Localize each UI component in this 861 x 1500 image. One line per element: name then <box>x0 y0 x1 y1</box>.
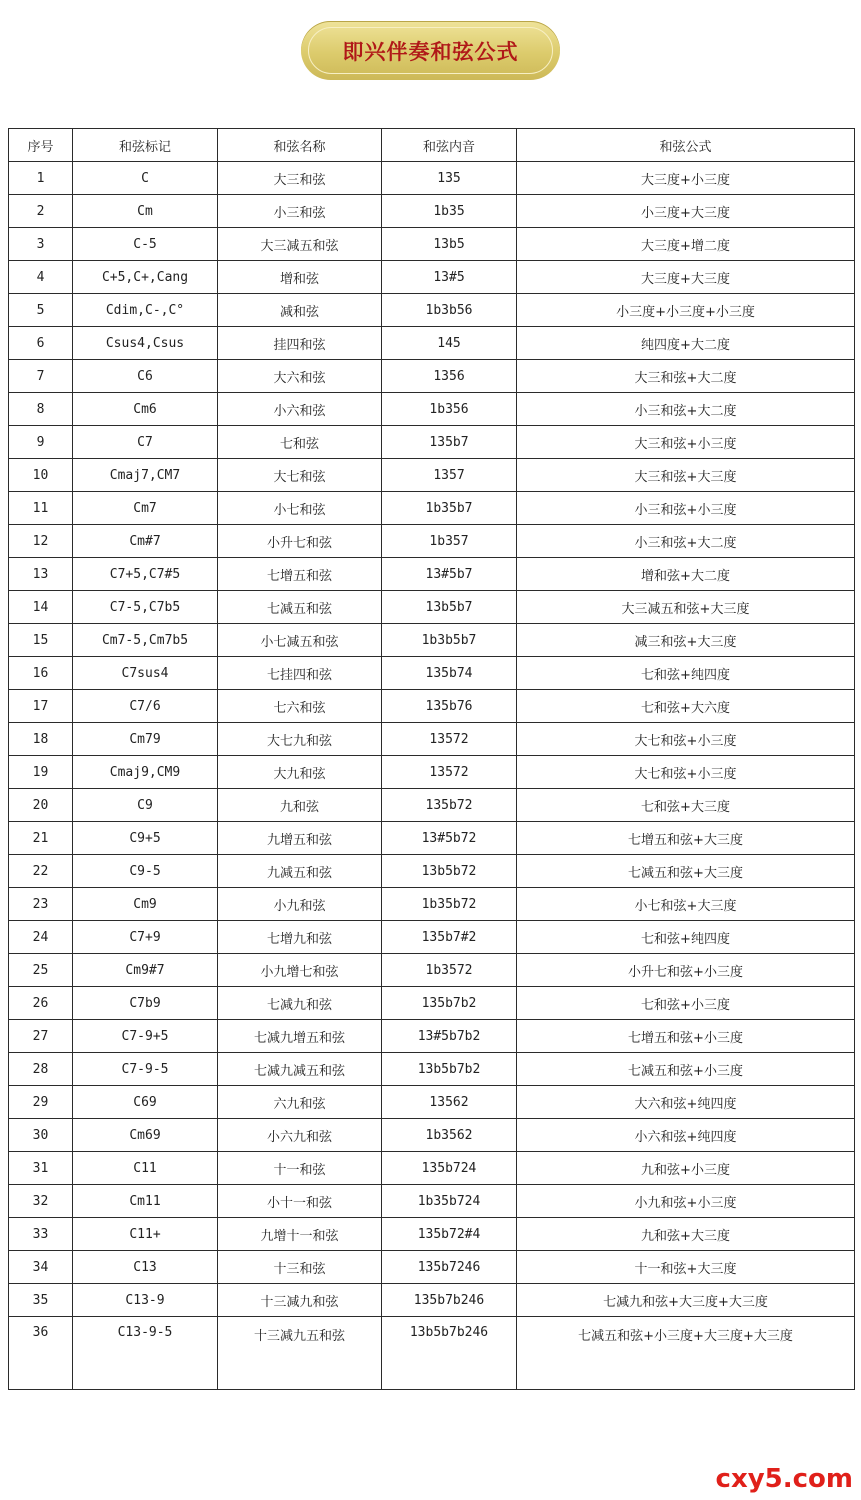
cell-chord-symbol: Cm11 <box>73 1185 218 1218</box>
header-chord-formula: 和弦公式 <box>517 129 855 162</box>
cell-index: 9 <box>9 426 73 459</box>
header-chord-name: 和弦名称 <box>218 129 382 162</box>
cell-chord-tones: 135b724 <box>382 1152 517 1185</box>
cell-chord-formula: 大三和弦+大二度 <box>517 360 855 393</box>
cell-chord-name: 大九和弦 <box>218 756 382 789</box>
cell-chord-name: 小七和弦 <box>218 492 382 525</box>
cell-index: 19 <box>9 756 73 789</box>
cell-index: 13 <box>9 558 73 591</box>
cell-index: 33 <box>9 1218 73 1251</box>
cell-chord-name: 七减九减五和弦 <box>218 1053 382 1086</box>
cell-chord-symbol: Cmaj7,CM7 <box>73 459 218 492</box>
table-row <box>9 723 855 756</box>
cell-chord-tones: 135b76 <box>382 690 517 723</box>
cell-chord-formula: 大三度+大三度 <box>517 261 855 294</box>
cell-chord-formula: 大六和弦+纯四度 <box>517 1086 855 1119</box>
cell-chord-tones: 13#5 <box>382 261 517 294</box>
cell-chord-name: 小升七和弦 <box>218 525 382 558</box>
cell-chord-formula: 大三和弦+小三度 <box>517 426 855 459</box>
cell-chord-name: 减和弦 <box>218 294 382 327</box>
cell-chord-name: 七增五和弦 <box>218 558 382 591</box>
cell-chord-tones: 13562 <box>382 1086 517 1119</box>
cell-chord-name: 小六和弦 <box>218 393 382 426</box>
cell-chord-tones: 1b3b56 <box>382 294 517 327</box>
table-row <box>9 822 855 855</box>
cell-index: 25 <box>9 954 73 987</box>
cell-chord-symbol: Cm7-5,Cm7b5 <box>73 624 218 657</box>
table-row <box>9 426 855 459</box>
cell-chord-tones: 13572 <box>382 723 517 756</box>
cell-chord-tones: 135b7#2 <box>382 921 517 954</box>
cell-chord-tones: 1b357 <box>382 525 517 558</box>
cell-chord-formula: 七增五和弦+大三度 <box>517 822 855 855</box>
cell-chord-symbol: C9+5 <box>73 822 218 855</box>
table-row <box>9 1251 855 1284</box>
cell-chord-name: 小十一和弦 <box>218 1185 382 1218</box>
cell-chord-symbol: C <box>73 162 218 195</box>
cell-chord-formula: 七和弦+小三度 <box>517 987 855 1020</box>
table-row <box>9 624 855 657</box>
cell-chord-tones: 1b3b5b7 <box>382 624 517 657</box>
cell-chord-symbol: C9 <box>73 789 218 822</box>
table-row <box>9 789 855 822</box>
cell-chord-formula: 九和弦+小三度 <box>517 1152 855 1185</box>
cell-chord-name: 增和弦 <box>218 261 382 294</box>
cell-chord-symbol: C7/6 <box>73 690 218 723</box>
table-row <box>9 261 855 294</box>
cell-chord-symbol: C7sus4 <box>73 657 218 690</box>
table-row <box>9 459 855 492</box>
table-row <box>9 1086 855 1119</box>
cell-chord-formula: 减三和弦+大三度 <box>517 624 855 657</box>
cell-chord-tones: 13572 <box>382 756 517 789</box>
table-row <box>9 327 855 360</box>
table-row <box>9 525 855 558</box>
header-chord-tones: 和弦内音 <box>382 129 517 162</box>
table-row <box>9 1284 855 1317</box>
cell-chord-formula: 大三度+增二度 <box>517 228 855 261</box>
cell-chord-tones: 13b5b7b2 <box>382 1053 517 1086</box>
chord-formula-table <box>8 128 855 1390</box>
cell-chord-name: 挂四和弦 <box>218 327 382 360</box>
cell-index: 16 <box>9 657 73 690</box>
cell-chord-symbol: C7-9+5 <box>73 1020 218 1053</box>
cell-chord-symbol: C13-9 <box>73 1284 218 1317</box>
table-row <box>9 1020 855 1053</box>
cell-chord-tones: 135b7 <box>382 426 517 459</box>
cell-index: 12 <box>9 525 73 558</box>
table-row <box>9 1053 855 1086</box>
cell-chord-name: 六九和弦 <box>218 1086 382 1119</box>
cell-chord-name: 七减五和弦 <box>218 591 382 624</box>
cell-chord-tones: 1b356 <box>382 393 517 426</box>
cell-index: 5 <box>9 294 73 327</box>
cell-chord-tones: 135b7b2 <box>382 987 517 1020</box>
cell-chord-symbol: C13 <box>73 1251 218 1284</box>
cell-chord-formula: 十一和弦+大三度 <box>517 1251 855 1284</box>
cell-chord-symbol: Cm#7 <box>73 525 218 558</box>
title-badge-inner <box>308 27 553 74</box>
cell-chord-formula: 大三减五和弦+大三度 <box>517 591 855 624</box>
cell-chord-name: 大六和弦 <box>218 360 382 393</box>
cell-chord-name: 小九增七和弦 <box>218 954 382 987</box>
cell-index: 2 <box>9 195 73 228</box>
header-chord-symbol: 和弦标记 <box>73 129 218 162</box>
cell-chord-formula: 纯四度+大二度 <box>517 327 855 360</box>
cell-chord-tones: 1356 <box>382 360 517 393</box>
cell-chord-formula: 七和弦+纯四度 <box>517 657 855 690</box>
cell-index: 10 <box>9 459 73 492</box>
cell-chord-tones: 13b5b7 <box>382 591 517 624</box>
cell-chord-name: 十一和弦 <box>218 1152 382 1185</box>
cell-chord-formula: 小六和弦+纯四度 <box>517 1119 855 1152</box>
cell-chord-symbol: C7-9-5 <box>73 1053 218 1086</box>
cell-chord-formula: 大七和弦+小三度 <box>517 723 855 756</box>
cell-chord-symbol: Csus4,Csus <box>73 327 218 360</box>
cell-chord-tones: 135b72#4 <box>382 1218 517 1251</box>
cell-index: 24 <box>9 921 73 954</box>
header-index: 序号 <box>9 129 73 162</box>
cell-chord-symbol: Cm79 <box>73 723 218 756</box>
cell-index: 31 <box>9 1152 73 1185</box>
table-row <box>9 987 855 1020</box>
cell-index: 18 <box>9 723 73 756</box>
cell-chord-tones: 135b7246 <box>382 1251 517 1284</box>
cell-chord-name: 七减九和弦 <box>218 987 382 1020</box>
cell-chord-tones: 1b3562 <box>382 1119 517 1152</box>
cell-chord-formula: 七和弦+大三度 <box>517 789 855 822</box>
cell-chord-formula: 七减五和弦+小三度 <box>517 1053 855 1086</box>
cell-chord-name: 小七减五和弦 <box>218 624 382 657</box>
cell-chord-formula: 七增五和弦+小三度 <box>517 1020 855 1053</box>
cell-chord-symbol: C11 <box>73 1152 218 1185</box>
cell-index: 34 <box>9 1251 73 1284</box>
cell-chord-symbol: C13-9-5 <box>73 1317 218 1390</box>
cell-chord-name: 七和弦 <box>218 426 382 459</box>
cell-chord-tones: 145 <box>382 327 517 360</box>
table-row <box>9 162 855 195</box>
table-row <box>9 1119 855 1152</box>
table-body <box>9 162 855 1390</box>
cell-chord-symbol: C7+9 <box>73 921 218 954</box>
cell-chord-tones: 13b5b7b246 <box>382 1317 517 1390</box>
cell-index: 23 <box>9 888 73 921</box>
table-row <box>9 921 855 954</box>
cell-index: 36 <box>9 1317 73 1390</box>
table-row <box>9 228 855 261</box>
cell-chord-symbol: Cm7 <box>73 492 218 525</box>
table-row <box>9 195 855 228</box>
cell-chord-formula: 七减九和弦+大三度+大三度 <box>517 1284 855 1317</box>
table-row <box>9 393 855 426</box>
cell-chord-symbol: Cm9#7 <box>73 954 218 987</box>
cell-index: 27 <box>9 1020 73 1053</box>
table-row <box>9 1317 855 1390</box>
title-badge <box>301 21 560 80</box>
cell-chord-tones: 135b72 <box>382 789 517 822</box>
cell-index: 35 <box>9 1284 73 1317</box>
cell-chord-symbol: C69 <box>73 1086 218 1119</box>
cell-chord-name: 十三减九五和弦 <box>218 1317 382 1390</box>
cell-index: 11 <box>9 492 73 525</box>
cell-chord-tones: 1357 <box>382 459 517 492</box>
cell-index: 20 <box>9 789 73 822</box>
table-row <box>9 690 855 723</box>
cell-chord-tones: 13#5b7 <box>382 558 517 591</box>
cell-chord-symbol: Cm6 <box>73 393 218 426</box>
table-row <box>9 294 855 327</box>
table-row <box>9 1185 855 1218</box>
cell-chord-symbol: C6 <box>73 360 218 393</box>
cell-chord-tones: 1b35b724 <box>382 1185 517 1218</box>
cell-chord-tones: 1b35 <box>382 195 517 228</box>
cell-chord-name: 七减九增五和弦 <box>218 1020 382 1053</box>
cell-index: 30 <box>9 1119 73 1152</box>
cell-chord-formula: 七减五和弦+小三度+大三度+大三度 <box>517 1317 855 1390</box>
cell-chord-symbol: C11+ <box>73 1218 218 1251</box>
cell-chord-symbol: Cmaj9,CM9 <box>73 756 218 789</box>
table-row <box>9 954 855 987</box>
cell-chord-symbol: C+5,C+,Cang <box>73 261 218 294</box>
cell-index: 6 <box>9 327 73 360</box>
cell-index: 29 <box>9 1086 73 1119</box>
cell-chord-name: 七六和弦 <box>218 690 382 723</box>
cell-chord-formula: 七和弦+纯四度 <box>517 921 855 954</box>
cell-index: 14 <box>9 591 73 624</box>
cell-chord-name: 七增九和弦 <box>218 921 382 954</box>
table-row <box>9 888 855 921</box>
cell-index: 15 <box>9 624 73 657</box>
cell-chord-formula: 小三和弦+大二度 <box>517 393 855 426</box>
cell-chord-name: 大三减五和弦 <box>218 228 382 261</box>
cell-chord-formula: 七和弦+大六度 <box>517 690 855 723</box>
cell-index: 1 <box>9 162 73 195</box>
cell-chord-formula: 小九和弦+小三度 <box>517 1185 855 1218</box>
cell-chord-tones: 13#5b72 <box>382 822 517 855</box>
cell-chord-symbol: C9-5 <box>73 855 218 888</box>
cell-chord-name: 大七和弦 <box>218 459 382 492</box>
cell-index: 17 <box>9 690 73 723</box>
cell-chord-name: 九增五和弦 <box>218 822 382 855</box>
cell-chord-tones: 135b7b246 <box>382 1284 517 1317</box>
table-row <box>9 1218 855 1251</box>
cell-chord-formula: 增和弦+大二度 <box>517 558 855 591</box>
cell-chord-formula: 九和弦+大三度 <box>517 1218 855 1251</box>
cell-chord-formula: 小三度+大三度 <box>517 195 855 228</box>
cell-chord-formula: 七减五和弦+大三度 <box>517 855 855 888</box>
cell-chord-formula: 小三和弦+大二度 <box>517 525 855 558</box>
table-row <box>9 657 855 690</box>
cell-chord-symbol: Cm69 <box>73 1119 218 1152</box>
cell-chord-formula: 小三和弦+小三度 <box>517 492 855 525</box>
table-row <box>9 756 855 789</box>
table-row <box>9 855 855 888</box>
table-row <box>9 492 855 525</box>
table-row <box>9 558 855 591</box>
cell-chord-tones: 135b74 <box>382 657 517 690</box>
cell-chord-symbol: Cm9 <box>73 888 218 921</box>
cell-chord-symbol: Cm <box>73 195 218 228</box>
cell-chord-formula: 大三度+小三度 <box>517 162 855 195</box>
cell-chord-tones: 1b35b7 <box>382 492 517 525</box>
cell-chord-symbol: Cdim,C-,C° <box>73 294 218 327</box>
cell-chord-symbol: C7b9 <box>73 987 218 1020</box>
cell-chord-tones: 135 <box>382 162 517 195</box>
table-row <box>9 360 855 393</box>
cell-chord-name: 九和弦 <box>218 789 382 822</box>
page-title: 即兴伴奏和弦公式 <box>342 39 519 64</box>
table-header-row <box>9 129 855 162</box>
cell-index: 32 <box>9 1185 73 1218</box>
cell-chord-symbol: C7 <box>73 426 218 459</box>
cell-index: 22 <box>9 855 73 888</box>
cell-chord-formula: 小七和弦+大三度 <box>517 888 855 921</box>
cell-chord-name: 小六九和弦 <box>218 1119 382 1152</box>
cell-chord-formula: 大三和弦+大三度 <box>517 459 855 492</box>
cell-index: 21 <box>9 822 73 855</box>
cell-chord-name: 九减五和弦 <box>218 855 382 888</box>
cell-chord-name: 小九和弦 <box>218 888 382 921</box>
cell-index: 7 <box>9 360 73 393</box>
table-row <box>9 591 855 624</box>
cell-chord-name: 十三减九和弦 <box>218 1284 382 1317</box>
cell-chord-name: 九增十一和弦 <box>218 1218 382 1251</box>
cell-chord-name: 大三和弦 <box>218 162 382 195</box>
cell-index: 4 <box>9 261 73 294</box>
cell-chord-tones: 1b35b72 <box>382 888 517 921</box>
cell-chord-name: 十三和弦 <box>218 1251 382 1284</box>
watermark: cxy5.com <box>715 1464 853 1494</box>
cell-chord-name: 大七九和弦 <box>218 723 382 756</box>
cell-chord-symbol: C7-5,C7b5 <box>73 591 218 624</box>
cell-chord-tones: 13b5 <box>382 228 517 261</box>
cell-chord-formula: 小三度+小三度+小三度 <box>517 294 855 327</box>
table-row <box>9 1152 855 1185</box>
cell-chord-formula: 大七和弦+小三度 <box>517 756 855 789</box>
cell-index: 28 <box>9 1053 73 1086</box>
cell-chord-symbol: C7+5,C7#5 <box>73 558 218 591</box>
cell-chord-tones: 1b3572 <box>382 954 517 987</box>
cell-index: 26 <box>9 987 73 1020</box>
cell-chord-name: 七挂四和弦 <box>218 657 382 690</box>
cell-chord-tones: 13#5b7b2 <box>382 1020 517 1053</box>
cell-index: 3 <box>9 228 73 261</box>
cell-chord-symbol: C-5 <box>73 228 218 261</box>
cell-chord-formula: 小升七和弦+小三度 <box>517 954 855 987</box>
cell-chord-tones: 13b5b72 <box>382 855 517 888</box>
cell-index: 8 <box>9 393 73 426</box>
cell-chord-name: 小三和弦 <box>218 195 382 228</box>
